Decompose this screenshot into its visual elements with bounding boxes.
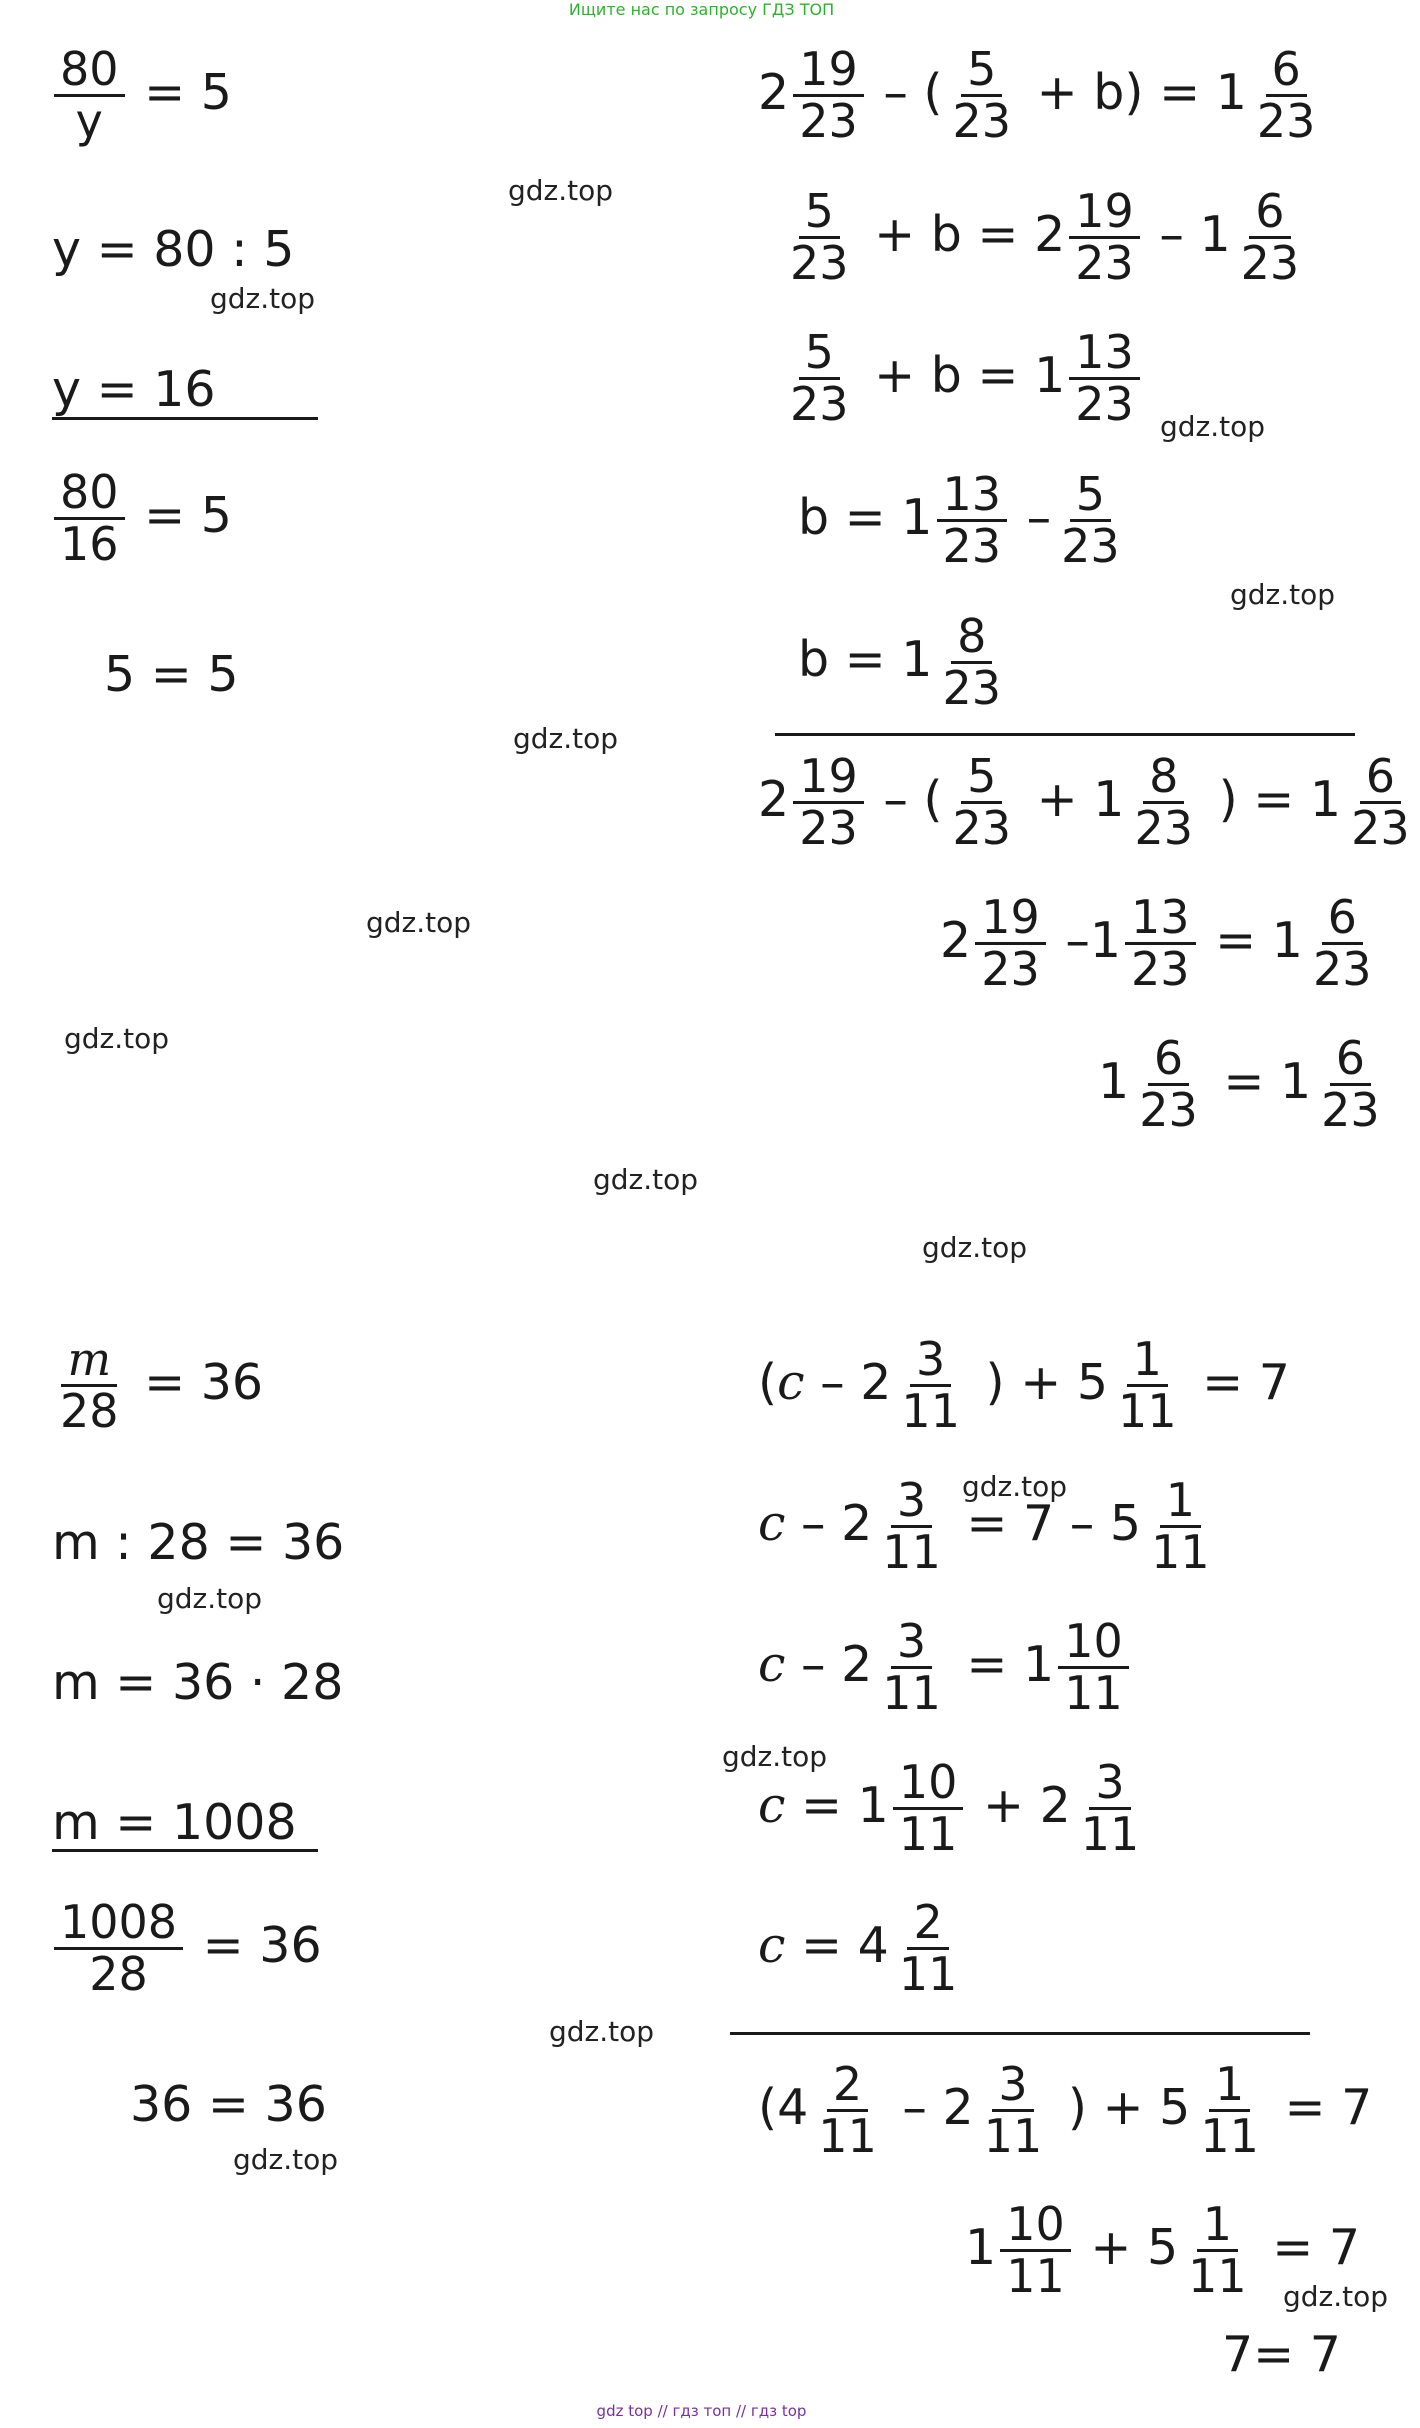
footer-link[interactable]: гдз топ	[672, 2402, 732, 2420]
p1-line-1: $\frac{80}{y}$ = 5	[50, 45, 232, 146]
answer-underline-2	[52, 1849, 318, 1852]
p2-line-6: 2 $\frac{19}{23}$ – ( $\frac{5}{23}$ + 1 $\frac{8}{23}$ ) = 1 $\frac{6}{23}$	[758, 749, 1410, 855]
check-divider-2	[730, 2032, 1310, 2035]
p2-line-5: b = 1 $\frac{8}{23}$	[798, 609, 1002, 715]
watermark: gdz.top	[513, 722, 619, 755]
p4-line-8: 7= 7	[1222, 2326, 1341, 2383]
watermark: gdz.top	[508, 174, 614, 207]
p4-line-2: c – 2 $\frac{3}{11}$ = 7 – 5 $\frac{1}{11}$	[758, 1473, 1210, 1579]
p2-line-1: 2 $\frac{19}{23}$ – ( $\frac{5}{23}$ + b) = 1 $\frac{6}{23}$	[758, 42, 1316, 148]
answer-underline	[52, 417, 318, 420]
p1-line-4: $\frac{80}{16}$ = 5	[50, 468, 232, 569]
p1-line-5: 5 = 5	[104, 646, 239, 703]
footer-link[interactable]: гдз top	[750, 2402, 807, 2420]
watermark: gdz.top	[549, 2015, 655, 2048]
check-divider	[775, 733, 1355, 736]
p3-line-6: 36 = 36	[130, 2076, 327, 2133]
p1-line-2: y = 80 : 5	[52, 221, 295, 278]
watermark: gdz.top	[1283, 2280, 1389, 2313]
p3-line-4: m = 1008	[52, 1794, 297, 1851]
p3-line-2: m : 28 = 36	[52, 1514, 345, 1571]
search-banner: Ищите нас по запросу ГДЗ ТОП	[568, 0, 835, 19]
p2-line-8: 1 $\frac{6}{23}$ = 1 $\frac{6}{23}$	[1098, 1031, 1380, 1137]
watermark: gdz.top	[1230, 578, 1336, 611]
p3-line-1: $\frac{m}{28}$ = 36	[60, 1332, 264, 1438]
footer-links: gdz top // гдз топ // гдз top	[596, 2402, 807, 2420]
watermark: gdz.top	[722, 1740, 828, 1773]
p1-line-3: y = 16	[52, 361, 216, 418]
p2-line-3: $\frac{5}{23}$ + b = 1 $\frac{13}{23}$	[780, 328, 1144, 429]
footer-link[interactable]: gdz top	[596, 2402, 653, 2420]
watermark: gdz.top	[593, 1163, 699, 1196]
p4-line-3: c – 2 $\frac{3}{11}$ = 1 $\frac{10}{11}$	[758, 1617, 1133, 1718]
p2-line-7: 2 $\frac{19}{23}$ –1 $\frac{13}{23}$ = 1 $\frac{6}{23}$	[940, 890, 1372, 996]
p4-line-6: (4 $\frac{2}{11}$ – 2 $\frac{3}{11}$ ) + 5 $\frac{1}{11}$ = 7	[758, 2057, 1373, 2163]
watermark: gdz.top	[366, 906, 472, 939]
watermark: gdz.top	[233, 2143, 339, 2176]
p3-line-3: m = 36 · 28	[52, 1654, 344, 1711]
p4-line-1: (c – 2 $\frac{3}{11}$ ) + 5 $\frac{1}{11}$ = 7	[758, 1332, 1290, 1438]
p2-line-4: b = 1 $\frac{13}{23}$ – $\frac{5}{23}$	[798, 467, 1120, 573]
p2-line-2: $\frac{5}{23}$ + b = 2 $\frac{19}{23}$ – 1 $\frac{6}{23}$	[790, 184, 1300, 290]
watermark: gdz.top	[962, 1470, 1068, 1503]
watermark: gdz.top	[157, 1582, 263, 1615]
p4-line-7: 1 $\frac{10}{11}$ + 5 $\frac{1}{11}$ = 7	[965, 2197, 1361, 2303]
p4-line-4: c = 1 $\frac{10}{11}$ + 2 $\frac{3}{11}$	[758, 1755, 1140, 1861]
p4-line-5: c = 4 $\frac{2}{11}$	[758, 1895, 958, 2001]
watermark: gdz.top	[210, 282, 316, 315]
p3-line-5: $\frac{1008}{28}$ = 36	[50, 1898, 322, 1999]
watermark: gdz.top	[64, 1022, 170, 1055]
watermark: gdz.top	[922, 1231, 1028, 1264]
watermark: gdz.top	[1160, 410, 1266, 443]
